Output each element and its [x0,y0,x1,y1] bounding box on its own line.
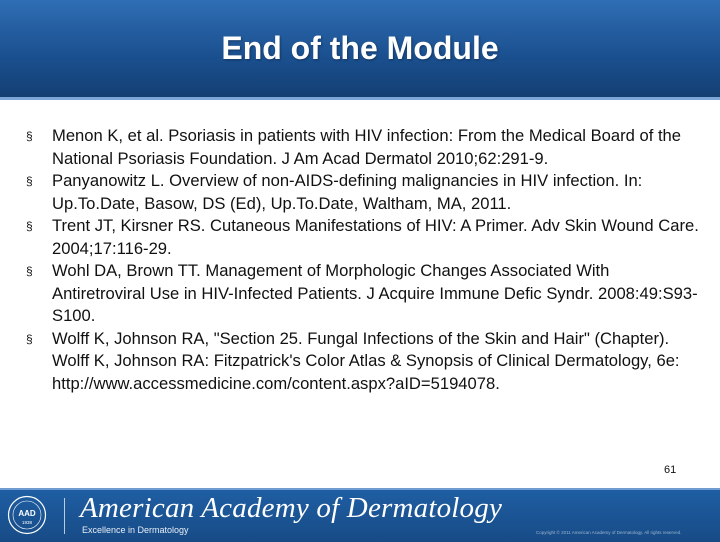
reference-item [22,215,702,260]
copyright-notice: Copyright © 2011 American Academy of Dermatology. All rights reserved. [536,530,682,535]
footer-divider [64,498,65,534]
bullet-icon: § [26,174,33,188]
title-bar [0,0,720,100]
bullet-icon: § [26,129,33,143]
seal-year: 1938 [21,520,33,525]
reference-text: Trent JT, Kirsner RS. Cutaneous Manifestations of HIV: A Primer. Adv Skin Wound Care. 2004;17:116-29. [52,216,699,258]
reference-text: Wolff K, Johnson RA, "Section 25. Fungal Infections of the Skin and Hair" (Chapter). Wolff K, Johnson RA: Fitzpatrick's Color Atlas & Synopsis of Clinical Dermatology, 6e: http://www.accessmedicine.com/content.aspx?aID=5194078. [52,328,680,393]
reference-list [22,125,702,395]
reference-text: Panyanowitz L. Overview of non-AIDS-defining malignancies in HIV infection. In: Up.To.Date, Basow, DS (Ed), Up.To.Date, Waltham, MA, 2011. [52,171,643,213]
reference-item [22,125,702,170]
reference-item [22,328,702,396]
reference-item [22,170,702,215]
aad-seal-icon [7,495,47,535]
reference-item [22,260,702,328]
bullet-icon: § [26,219,33,233]
slide-number: 61 [664,464,677,476]
reference-text: Wohl DA, Brown TT. Management of Morphologic Changes Associated With Antiretroviral Use in HIV-Infected Patients. J Acquire Immune Defic Syndr. 2008:49:S93-S100. [52,261,698,325]
slide-title: End of the Module [221,30,499,66]
organization-name: American Academy of Dermatology [80,492,503,524]
reference-text: Menon K, et al. Psoriasis in patients with HIV infection: From the Medical Board of the National Psoriasis Foundation. J Am Acad Dermatol 2010;62:291-9. [52,126,682,168]
bullet-icon: § [26,264,33,278]
organization-tagline: Excellence in Dermatology [82,525,189,535]
bullet-icon: § [26,331,33,346]
seal-text: AAD [18,509,36,518]
footer-bar [0,488,720,542]
